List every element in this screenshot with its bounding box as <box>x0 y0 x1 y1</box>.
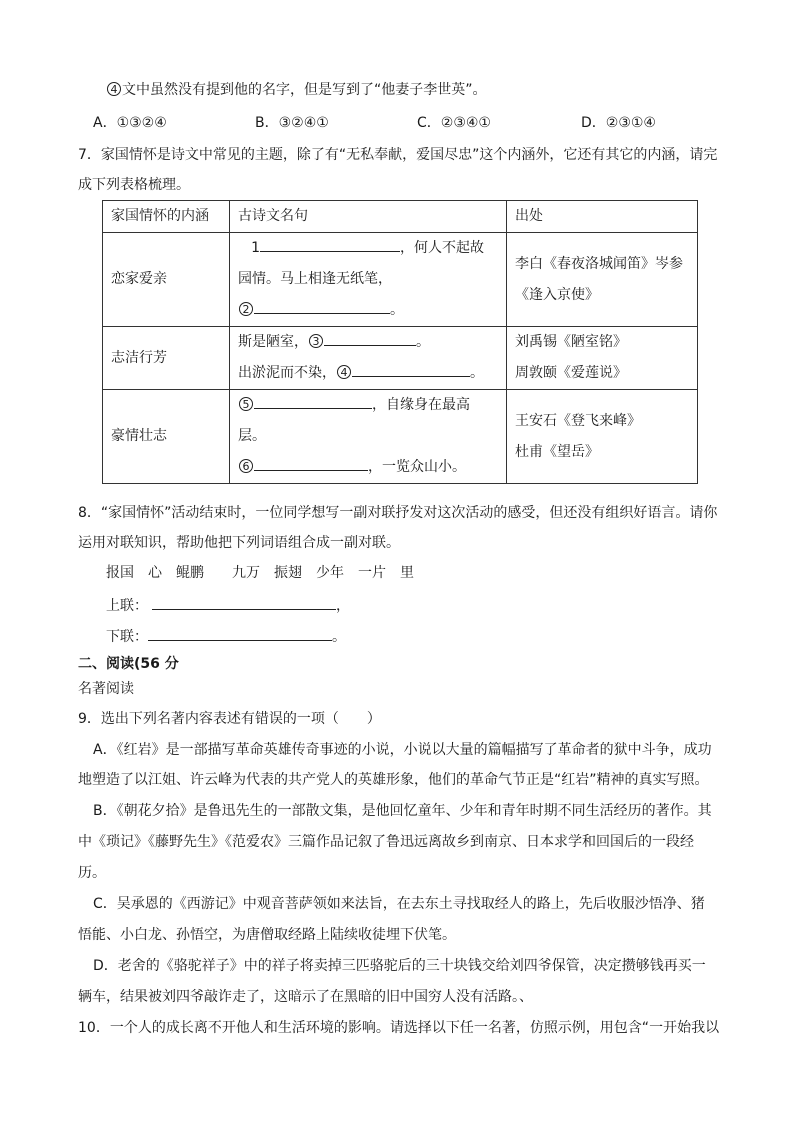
source-cell: 王安石《登飞来峰》 杜甫《望岳》 <box>507 390 698 484</box>
q9-option-c-line-1: C．吴承恩的《西游记》中观音菩萨领如来法旨，在去东土寻找取经人的路上，先后收服沙悟净、猪 <box>93 896 705 912</box>
theme-cell: 豪情壮志 <box>103 390 230 484</box>
section-2-title: 二、阅读(56 分 <box>78 656 179 672</box>
q9-option-a-line-1: A．《红岩》是一部描写革命英雄传奇事迹的小说，小说以大量的篇幅描写了革命者的狱中斗争，成功 <box>93 742 712 758</box>
q8-word-list: 报国 心 鲲鹏 九万 振翅 少年 一片 里 <box>106 565 414 581</box>
q7-table <box>102 200 698 484</box>
table-header: 古诗文名句 <box>230 201 507 233</box>
table-row <box>103 390 698 484</box>
answer-blank-1[interactable] <box>260 237 400 252</box>
table-row <box>103 233 698 327</box>
q9-option-b-line-1: B．《朝花夕拾》是鲁迅先生的一部散文集，是他回忆童年、少年和青年时期不同生活经历的著作。其 <box>93 803 712 819</box>
q6-option-c: C．②③④① <box>417 115 491 131</box>
q9-option-c-line-2: 悟能、小白龙、孙悟空，为唐僧取经路上陆续收徒埋下伏笔。 <box>78 927 456 943</box>
q9-option-d-line-1: D．老舍的《骆驼祥子》中的祥子将卖掉三匹骆驼后的三十块钱交给刘四爷保管，决定攒够钱再买一 <box>93 958 706 974</box>
q8-stem-line-2: 运用对联知识，帮助他把下列词语组合成一副对联。 <box>78 535 400 551</box>
table-header: 出处 <box>507 201 698 233</box>
q6-item-4: 4 文中虽然没有提到他的名字，但是写到了“他妻子李世英”。 <box>106 80 487 100</box>
lower-couplet-blank[interactable] <box>148 626 332 641</box>
circled-4: 4 <box>337 365 351 379</box>
q6-option-b: B．③②④① <box>255 115 329 131</box>
answer-blank-3[interactable] <box>324 331 416 346</box>
table-row <box>103 327 698 390</box>
q6-option-d: D．②③①④ <box>581 115 656 131</box>
q9-stem: 9．选出下列名著内容表述有错误的一项（ ） <box>78 711 381 727</box>
theme-cell: 志洁行芳 <box>103 327 230 390</box>
circled-2: 2 <box>239 302 253 316</box>
q9-option-d-line-2: 辆车，结果被刘四爷敲诈走了，这暗示了在黑暗的旧中国穷人没有活路。、 <box>78 989 533 1005</box>
answer-blank-2[interactable] <box>254 299 390 314</box>
q8-upper-couplet: 上联： ， <box>106 595 350 616</box>
upper-couplet-blank[interactable] <box>152 595 336 610</box>
q9-option-b-line-3: 历。 <box>78 865 106 881</box>
q6-option-a: A．①③②④ <box>93 115 167 131</box>
table-header-row <box>103 201 698 233</box>
verse-cell: 1 ，何人不起故 园情。马上相逢无纸笔， 2 。 <box>230 233 507 327</box>
answer-blank-5[interactable] <box>254 394 372 409</box>
section-2-subtitle: 名著阅读 <box>78 681 134 697</box>
answer-blank-6[interactable] <box>254 456 368 471</box>
circled-4: 4 <box>107 82 121 96</box>
q9-option-a-line-2: 地塑造了以江姐、许云峰为代表的共产党人的英雄形象，他们的革命气节正是“红岩”精神的真实写照。 <box>78 772 709 788</box>
circled-3: 3 <box>309 334 323 348</box>
q7-stem-line-1: 7．家国情怀是诗文中常见的主题，除了有“无私奉献，爱国尽忠”这个内涵外，它还有其它的内涵，请完 <box>78 147 718 163</box>
source-cell: 李白《春夜洛城闻笛》岑参 《逢入京使》 <box>507 233 698 327</box>
verse-cell: 斯是陋室， 3 。 出淤泥而不染， 4 。 <box>230 327 507 390</box>
verse-cell: 5 ，自缘身在最高 层。 6 ，一览众山小。 <box>230 390 507 484</box>
q7-stem-line-2: 成下列表格梳理。 <box>78 177 190 193</box>
answer-blank-4[interactable] <box>352 362 470 377</box>
q9-option-b-line-2: 中《琐记》《藤野先生》《范爱农》三篇作品记叙了鲁迅远离故乡到南京、日本求学和回国后的一段经 <box>78 834 694 850</box>
q8-stem-line-1: 8．“家国情怀”活动结束时，一位同学想写一副对联抒发对这次活动的感受，但还没有组织好语言。请你 <box>78 505 718 521</box>
table-header: 家国情怀的内涵 <box>103 201 230 233</box>
circled-6: 6 <box>239 459 253 473</box>
theme-cell: 恋家爱亲 <box>103 233 230 327</box>
source-cell: 刘禹锡《陋室铭》 周敦颐《爱莲说》 <box>507 327 698 390</box>
q10-stem-line-1: 10．一个人的成长离不开他人和生活环境的影响。请选择以下任一名著，仿照示例，用包含“一开始我以 <box>78 1020 720 1036</box>
q8-lower-couplet: 下联： 。 <box>106 626 346 647</box>
circled-5: 5 <box>239 397 253 411</box>
